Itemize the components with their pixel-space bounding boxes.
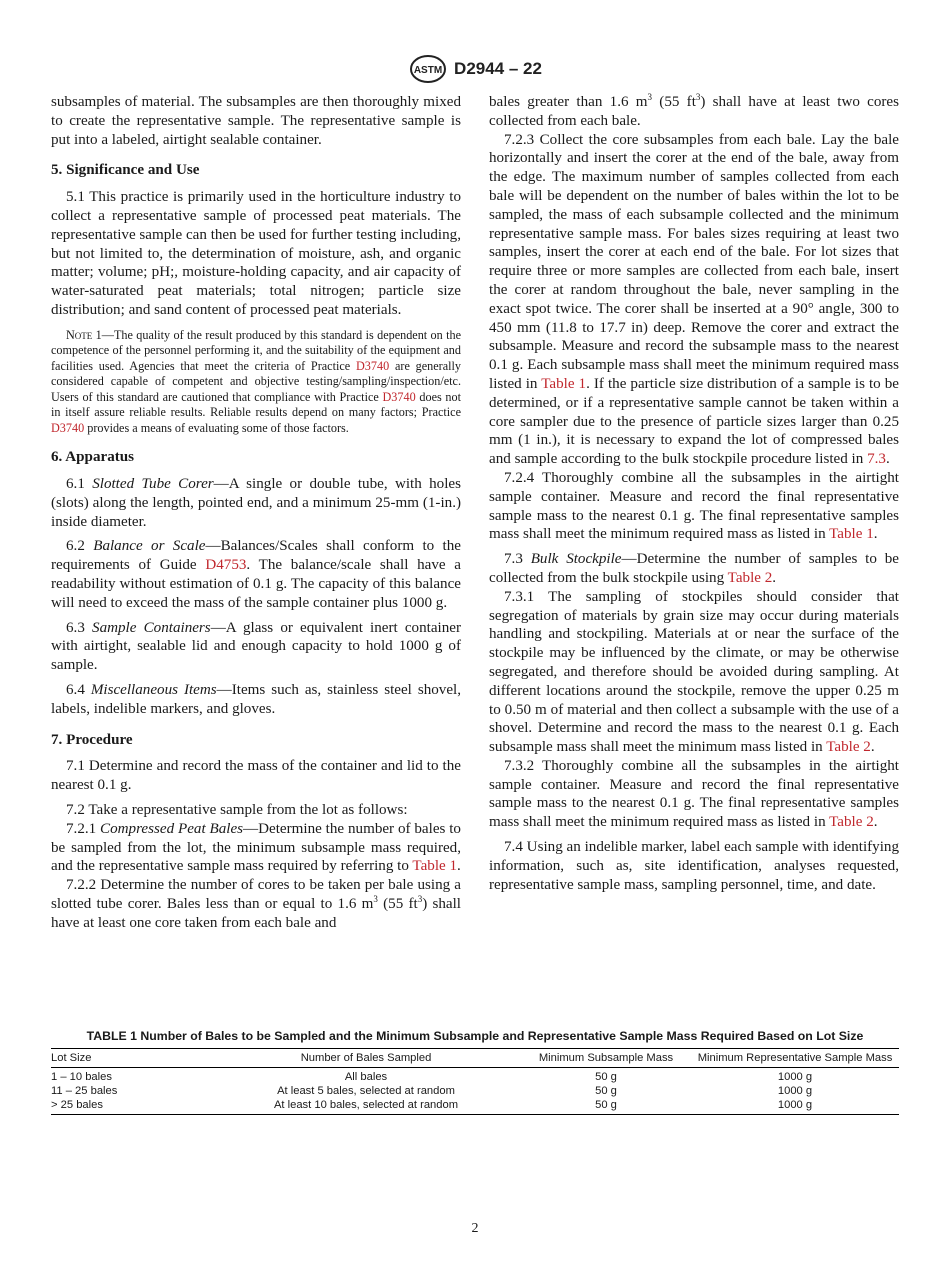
ref-d3740-link[interactable]: D3740	[382, 389, 416, 404]
section-7-heading: 7. Procedure	[51, 731, 133, 748]
table-cell: 50 g	[595, 1099, 617, 1111]
paragraph-7-2-2: 7.2.2 Determine the number of cores to be taken per bale using a slotted tube corer. Bales less than or equal to 1.6 $m^3$ (55 $ft^3$) shall have at least one core taken from each bale and	[51, 877, 461, 931]
paragraph-7-3-1: 7.3.1 The sampling of stockpiles should consider that segregation of materials by grain size may occur during materials handling and stockpiling. Materials at or near the surface of the stockpile may be influenced by the climate, or may be otherwise segregated, and therefore should be avoided during sampling. At different locations around the stockpile, remove the upper 0.25 m to 0.50 m of material and then collect a subsample with the use of a shovel. Determine and record the mass to the nearest 0.1 g. Each subsample mass shall meet the minimum mass listed in Table 2.	[489, 588, 899, 756]
table-header-row	[51, 1049, 899, 1068]
term: Sample Containers	[92, 619, 211, 636]
column-header: Lot Size	[51, 1052, 92, 1064]
paragraph-6-2: 6.2 Balance or Scale—Balances/Scales shall conform to the requirements of Guide D4753. The balance/scale shall have a readability without estimation of 0.1 g. The capacity of this balance will need to exceed the mass of the sample container plus 1000 g.	[51, 538, 461, 611]
paragraph-7-2: 7.2 Take a representative sample from the lot as follows:	[66, 802, 408, 819]
table-cell: 1000 g	[777, 1071, 813, 1083]
paragraph-6-1: 6.1 Slotted Tube Corer—A single or double tube, with holes (slots) along the length, pointed end, and a minimum 25-mm (1-in.) inside diameter.	[51, 476, 461, 530]
column-header: Number of Bales Sampled	[300, 1052, 432, 1064]
right-column	[489, 93, 899, 894]
table-1	[51, 1029, 899, 1115]
section-6-heading: 6. Apparatus	[51, 449, 135, 466]
table-cell: > 25 bales	[51, 1099, 103, 1111]
table-row	[51, 1084, 899, 1098]
ref-table-2-link[interactable]: Table 2	[829, 814, 874, 831]
ref-table-2-link[interactable]: Table 2	[727, 569, 773, 586]
ref-table-1-link[interactable]: Table 1	[412, 858, 458, 875]
ref-table-1-link[interactable]: Table 1	[541, 375, 587, 392]
term: Slotted Tube Corer	[92, 476, 214, 493]
page-number: 2	[471, 1221, 479, 1236]
paragraph-7-2-3: 7.2.3 Collect the core subsamples from each bale. Lay the bale horizontally and insert the corer at the end of the bale, away from the edge. The maximum number of samples collected from each bale will be dependent on the number of bales within the lot to be sampled, the mass of each subsample collected and the minimum representative sample mass. For bales sizes requiring at least two samples, insert the corer at each end of the bale. For lot sizes that require three or more samples are collected from each bale, insert the corer at random throughout the bale, never sampling in the exact spot twice. The corer shall be inserted at a 90° angle, 300 to 450 mm (11.8 to 17.7 in) deep. Remove the corer and extract the subsample. Measure and record the subsample mass to the nearest 0.1 g. Each subsample mass shall meet the minimum required mass listed in Table 1. If the particle size distribution of a sample is to be determined, or if a representative sample cannot be taken within a core sampler due to the presence of particle sizes larger than 0.25 mm (1 in.), it is necessary to expand the lot of compressed bales and sample according to the bulk stockpile procedure listed in 7.3.	[489, 131, 899, 468]
paragraph-7-2-2-continued: bales greater than 1.6 $m^3$ (55 $ft^3$) shall have at least two cores collected from each bale.	[489, 91, 899, 129]
paragraph-7-3: 7.3 Bulk Stockpile—Determine the number of samples to be collected from the bulk stockpile using Table 2.	[489, 551, 899, 586]
page-header	[0, 54, 950, 89]
note-1: Note 1—The quality of the result produced by this standard is dependent on the competence of the personnel performing it, and the suitability of the equipment and facilities used. Agencies that meet the criteria of Practice D3740 are generally considered capable of competent and objective testing/sampling/inspection/etc. Users of this standard are cautioned that compliance with Practice D3740 does not in itself assure reliable results. Reliable results depend on many factors; Practice D3740 provides a means of evaluating some of those factors.	[51, 327, 462, 435]
paragraph-7-2-1: 7.2.1 Compressed Peat Bales—Determine the number of bales to be sampled from the lot, the minimum subsample mass required, and the representative sample mass required by referring to Table 1.	[51, 820, 461, 875]
term: Bulk Stockpile	[530, 551, 622, 568]
table-cell: All bales	[344, 1071, 388, 1083]
section-5-heading: 5. Significance and Use	[51, 162, 200, 179]
table-cell: 11 – 25 bales	[51, 1085, 118, 1097]
column-header: Minimum Representative Sample Mass	[697, 1052, 893, 1064]
paragraph-6-3: 6.3 Sample Containers—A glass or equivalent inert container with airtight, sealable lid and enough capacity to hold 1000 g of sample.	[51, 619, 462, 674]
column-header: Minimum Subsample Mass	[538, 1052, 674, 1064]
term: Compressed Peat Bales	[100, 820, 244, 837]
table-row	[51, 1098, 899, 1115]
table-1-grid	[51, 1048, 899, 1115]
ref-d4753-link[interactable]: D4753	[205, 557, 247, 574]
ref-table-2-link[interactable]: Table 2	[826, 739, 871, 756]
astm-logo-icon	[408, 54, 448, 84]
ref-d3740-link[interactable]: D3740	[355, 358, 390, 373]
table-cell: 1000 g	[777, 1099, 813, 1111]
paragraph-5-1: 5.1 This practice is primarily used in the horticulture industry to collect a representative sample of processed peat materials. The representative sample can then be used for further testing including, but not limited to, the determination of moisture, ash, and organic matter; volume; pH;, moisture-holding capacity, and air capacity of water-saturated peat materials; total nitrogen; particle size distribution; and sand content of processed peat materials.	[51, 189, 461, 318]
table-row	[51, 1068, 899, 1085]
table-cell: 1000 g	[777, 1085, 813, 1097]
term: Miscellaneous Items	[90, 682, 217, 699]
paragraph-7-2-4: 7.2.4 Thoroughly combine all the subsamples in the airtight sample container. Measure and record the final representative sample mass to the nearest 0.1 g. The final representative samples mass shall meet the minimum required mass as listed in Table 1.	[489, 469, 899, 543]
table-cell: 1 – 10 bales	[51, 1071, 112, 1083]
svg-text:ASTM: ASTM	[413, 65, 443, 76]
table-cell: At least 5 bales, selected at random	[277, 1085, 455, 1097]
ref-d3740-link[interactable]: D3740	[51, 420, 85, 435]
intro-paragraph: subsamples of material. The subsamples are then thoroughly mixed to create the representative sample. The representative sample is put into a labeled, airtight sealable container.	[51, 94, 461, 148]
paragraph-6-4: 6.4 Miscellaneous Items—Items such as, stainless steel shovel, labels, indelible markers, and gloves.	[51, 682, 461, 717]
paragraph-7-1: 7.1 Determine and record the mass of the container and lid to the nearest 0.1 g.	[51, 758, 461, 794]
table-1-title: TABLE 1 Number of Bales to be Sampled and the Minimum Subsample and Representative Sample Mass Required Based on Lot Size	[86, 1029, 864, 1043]
term: Balance or Scale	[93, 538, 206, 555]
paragraph-7-3-2: 7.3.2 Thoroughly combine all the subsamples in the airtight sample container. Measure and record the final representative sample mass to the nearest 0.1 g. The final representative samples mass shall meet the minimum required mass as listed in Table 2.	[489, 757, 899, 831]
ref-table-1-link[interactable]: Table 1	[829, 526, 874, 543]
table-cell: 50 g	[595, 1085, 617, 1097]
table-cell: 50 g	[595, 1071, 617, 1083]
ref-section-7-3-link[interactable]: 7.3	[867, 451, 886, 468]
paragraph-7-4: 7.4 Using an indelible marker, label each sample with identifying information, such as, site identification, analyses requested, representative sample mass, sampling personnel, time, and date.	[489, 839, 899, 893]
standard-designation: D2944 – 22	[454, 59, 542, 78]
note-label: Note 1	[66, 327, 102, 342]
left-column	[51, 93, 461, 933]
table-cell: At least 10 bales, selected at random	[273, 1099, 459, 1111]
